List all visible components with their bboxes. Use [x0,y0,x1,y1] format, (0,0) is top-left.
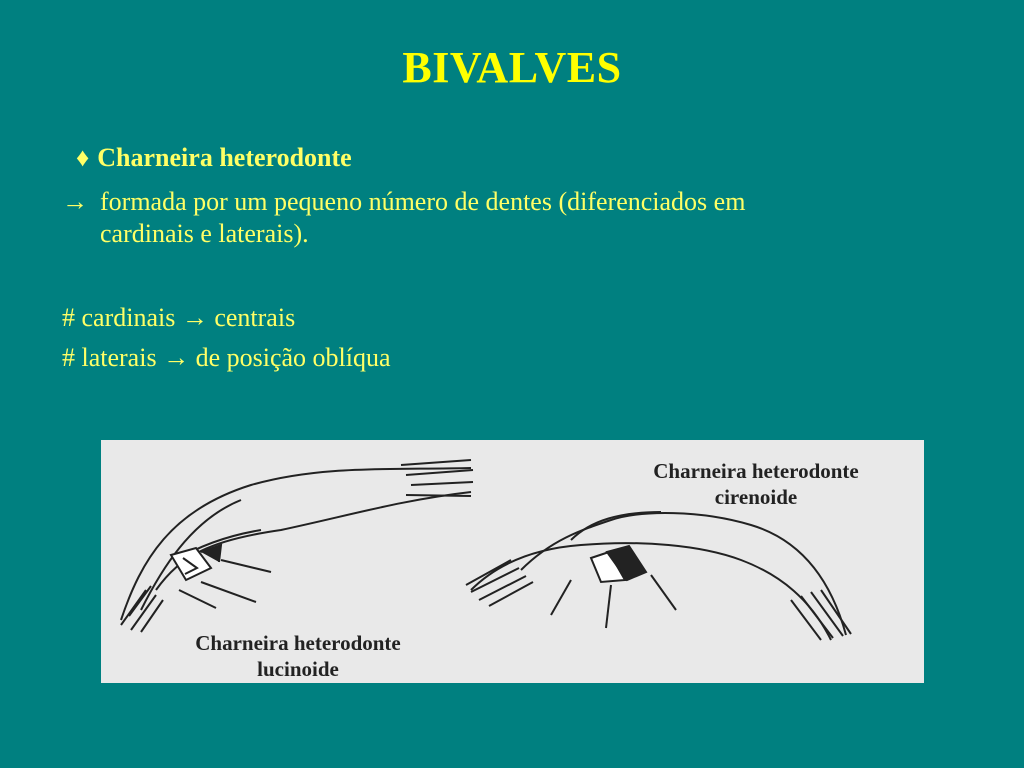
description-line-2: cardinais e laterais). [100,219,309,248]
lucinoide-label-line-2: lucinoide [257,657,339,681]
cirenoide-label-line-1: Charneira heterodonte [653,459,859,483]
cirenoide-shell-drawing [466,512,851,640]
lucinoide-label [163,630,433,682]
list-item-laterais: # laterais → de posição oblíqua [62,343,391,372]
bullet-heading [76,143,352,173]
cirenoide-label-line-2: cirenoide [714,485,798,509]
description-line-1: formada por um pequeno número de dentes (diferenciados em [100,187,746,216]
list-item-cardinais: # cardinais → centrais [62,303,296,332]
arrow-right-icon: → [62,187,88,216]
hinge-illustration [101,440,924,683]
lucinoide-shell-drawing [121,460,473,632]
diamond-bullet-icon: ♦ [76,143,90,172]
bullet-heading-text: Charneira heterodonte [97,143,352,172]
description-paragraph [62,186,982,250]
slide-title: BIVALVES [402,43,622,92]
lucinoide-label-line-1: Charneira heterodonte [195,631,401,655]
cirenoide-label [621,458,891,510]
